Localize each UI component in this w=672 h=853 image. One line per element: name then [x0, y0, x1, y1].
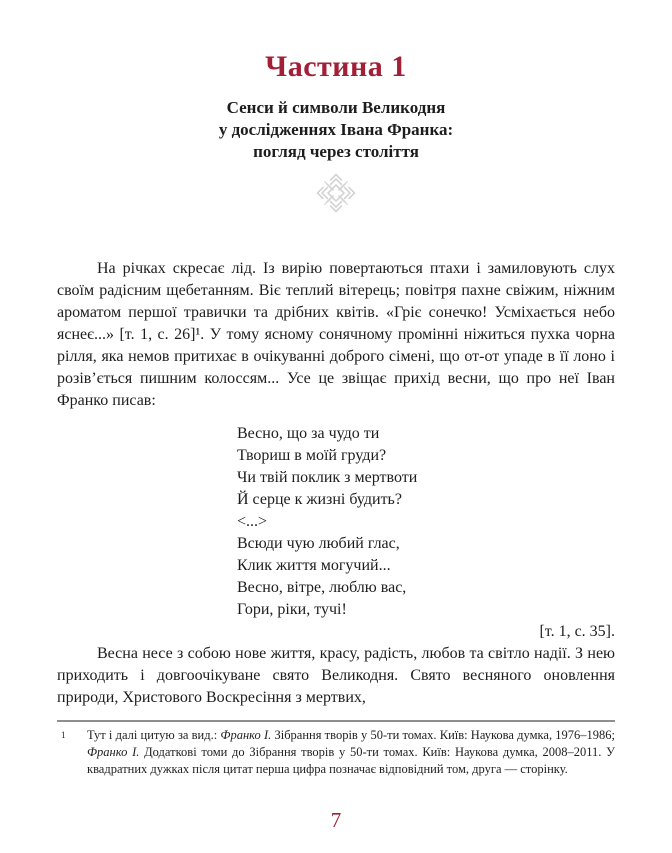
- snowflake-ornament-icon: [57, 172, 615, 214]
- footnote-segment: Тут і далі цитую за вид.:: [87, 728, 221, 742]
- citation-reference: [т. 1, с. 35].: [539, 623, 615, 640]
- chapter-title: [57, 97, 615, 163]
- body-paragraph-2: Весна несе з собою нове життя, красу, радість, любов та світло надії. З нею приходить і довгоочікуване свято Великодня. Свято весняного оновлення природи, Христового Воскресіння з мертвих,: [57, 645, 615, 706]
- poem-line: Й серце к жизні будить?: [237, 491, 402, 508]
- chapter-title-line: у дослідженнях Івана Франка:: [218, 120, 454, 139]
- poem-line: Весно, що за чудо ти: [237, 425, 380, 442]
- chapter-title-line: Сенси й символи Великодня: [226, 98, 446, 117]
- footnote-segment: Зібрання творів у 50-ти томах. Київ: Наукова думка, 1976–1986;: [271, 728, 615, 742]
- footnote-area: [57, 720, 615, 778]
- page-number: 7: [330, 808, 342, 832]
- poem-line: Всюди чую любий глас,: [237, 535, 400, 552]
- footnote-marker: 1: [61, 730, 66, 740]
- poem-line: Гори, ріки, тучі!: [237, 601, 347, 618]
- footnote: [57, 727, 615, 778]
- footnote-segment: Додаткові томи до Зібрання творів у 50-ти томах. Київ: Наукова думка, 2008–2011. У квадратних дужках після цитат перша цифра позначає відповідний том, друга — сторінку.: [87, 745, 615, 776]
- poem-line: Чи твій поклик з мертвоти: [237, 469, 418, 486]
- footnote-text: [87, 728, 615, 776]
- poem-line: Твориш в моїй груди?: [237, 447, 387, 464]
- body-paragraph-1: На річках скресає лід. Із вирію повертаються птахи і замиловують слух своїм радісним щебетанням. Віє теплий вітерець; повітря пахне свіжим, ніжним ароматом першої травички та дрібних квітів. «Гріє сонечко! Усміхається небо яснеє...» [т. 1, с. 26]¹. У тому ясному сонячному промінні ніжиться пухка чорна рілля, яка немов притихає в очікуванні доброго сімені, що от-от упаде в її лоно і розів’ється пишним колоссям... Усе це звіщає прихід весни, що про неї Іван Франко писав:: [57, 260, 615, 409]
- footnote-segment: Франко І.: [87, 745, 140, 759]
- poem-line: Весно, вітре, люблю вас,: [237, 579, 407, 596]
- part-title: Частина 1: [265, 50, 407, 83]
- footnote-divider: [57, 720, 615, 722]
- footnote-segment: Франко І.: [220, 728, 272, 742]
- poem-line: <...>: [237, 513, 268, 530]
- poem-block: [237, 423, 615, 621]
- chapter-title-line: погляд через століття: [253, 142, 419, 161]
- poem-line: Клик життя могучий...: [237, 557, 391, 574]
